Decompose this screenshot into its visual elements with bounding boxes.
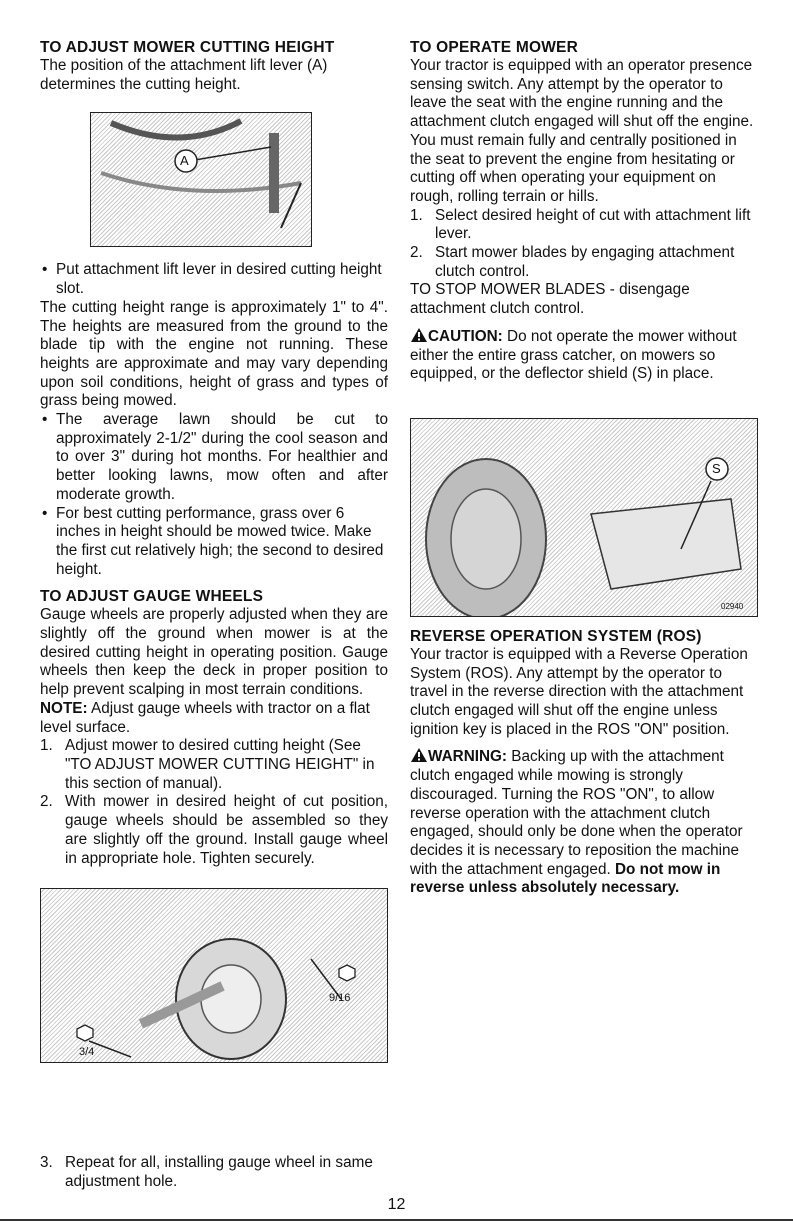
- step-text: Repeat for all, installing gauge wheel in same adjustment hole.: [65, 1154, 373, 1190]
- cutting-height-bullets-2: [40, 411, 388, 579]
- heading-operate-mower: TO OPERATE MOWER: [410, 39, 578, 56]
- figure-code: 02940: [721, 601, 744, 611]
- gauge-note: [40, 700, 388, 737]
- bottom-divider: [0, 1219, 793, 1221]
- warning-triangle-icon: [410, 747, 428, 763]
- cutting-height-bullets-1: [40, 261, 388, 298]
- final-step-list: [40, 1154, 400, 1191]
- wrench-size-label-a: 9/16: [329, 992, 351, 1005]
- callout-s-label: S: [712, 460, 721, 476]
- cutting-range-text: The cutting height range is approximately 1" to 4". The heights are measured from the ground to the blade tip with the engine not running. These heights are approximate and may vary depending upon soil conditions, height of grass and types of grass being mowed.: [40, 298, 388, 410]
- list-item: • The average lawn should be cut to approximately 2-1/2" during the cool season and to over 3" during hot months. For healthier and better looking lawns, mow often and after moderate growth.: [40, 411, 388, 505]
- step-text: Select desired height of cut with attachment lift lever.: [435, 206, 751, 243]
- gauge-steps: [40, 737, 388, 868]
- caution-text: Do not operate the mower without either the entire grass catcher, on mowers so equipped, or the deflector shield (S) in place.: [410, 327, 737, 383]
- list-item: [40, 737, 388, 793]
- callout-a-label: A: [180, 153, 189, 169]
- warning-text: Backing up with the attachment clutch engaged while mowing is strongly discouraged. Turning the ROS "ON", to allow reverse operation with the attachment clutch engaged, should only be done when the operator decides it is necessary to reposition the machine with the attachment engaged.: [410, 748, 743, 878]
- step-text: Adjust mower to desired cutting height (See "TO ADJUST MOWER CUTTING HEIGHT" in this section of manual).: [65, 737, 375, 792]
- heading-ros: REVERSE OPERATION SYSTEM (ROS): [410, 627, 702, 645]
- warning-bold-text: Do not mow in reverse unless absolutely necessary.: [410, 860, 721, 897]
- gauge-wheels-text: Gauge wheels are properly adjusted when they are slightly off the ground when mower is at the desired cutting height in operating position. Gauge wheels then keep the deck in proper position to help prevent scalping in most terrain conditions.: [40, 606, 388, 699]
- final-step: [40, 1154, 400, 1191]
- step-number: 3.: [40, 1154, 53, 1171]
- lift-lever-illustration: [91, 113, 311, 246]
- cutting-height-intro: The position of the attachment lift lever (A) determines the cutting height.: [40, 57, 328, 93]
- right-column: [410, 38, 756, 898]
- step-number: 2.: [410, 244, 423, 262]
- note-text: Adjust gauge wheels with tractor on a flat level surface.: [40, 699, 370, 736]
- stop-blades-text: TO STOP MOWER BLADES - disengage attachment clutch control.: [410, 281, 690, 318]
- left-column: [40, 38, 388, 1063]
- step-number: 1.: [410, 206, 423, 224]
- note-label: NOTE:: [40, 699, 88, 717]
- ros-text: Your tractor is equipped with a Reverse Operation System (ROS). Any attempt by the operator to travel in the reverse direction with the attachment clutch engaged will shut off the engine unless ignition key is placed in the ROS "ON" position.: [410, 645, 748, 738]
- gauge-wheel-illustration: [41, 889, 387, 1062]
- heading-adjust-gauge-wheels: TO ADJUST GAUGE WHEELS: [40, 588, 264, 606]
- heading-adjust-cutting-height: TO ADJUST MOWER CUTTING HEIGHT: [40, 39, 335, 56]
- operate-mower-text: Your tractor is equipped with an operator presence sensing switch. Any attempt by the operator to leave the seat with the engine running and the attachment clutch engaged will shut off the engine. You must remain fully and centrally positioned in the seat to prevent the engine from hesitating or cutting off when operating your equipment on rough, rolling terrain or hills.: [410, 57, 754, 205]
- list-item: [410, 244, 756, 281]
- warning-paragraph: [410, 747, 756, 898]
- wrench-size-label-b: 3/4: [79, 1046, 95, 1059]
- warning-label: WARNING:: [428, 748, 508, 766]
- list-item: [40, 1154, 400, 1191]
- caution-paragraph: [410, 327, 756, 384]
- lift-lever-figure: [90, 112, 312, 247]
- step-number: 2.: [40, 793, 53, 811]
- deflector-shield-figure: [410, 418, 758, 617]
- step-number: 1.: [40, 737, 53, 755]
- step-text: With mower in desired height of cut position, gauge wheels should be assembled so they are slightly off the ground. Install gauge wheel in appropriate hole. Tighten securely.: [65, 793, 388, 867]
- caution-label: CAUTION:: [428, 327, 503, 345]
- list-item: • For best cutting performance, grass over 6 inches in height should be mowed twice. Make the first cut relatively high; the second to desired height.: [40, 505, 388, 580]
- operate-steps: [410, 207, 756, 282]
- caution-warning-icon: [410, 327, 428, 343]
- step-text: Start mower blades by engaging attachment clutch control.: [435, 244, 735, 280]
- list-item: • Put attachment lift lever in desired cutting height slot.: [40, 261, 388, 298]
- gauge-wheel-figure: [40, 888, 388, 1063]
- page-number: 12: [387, 1196, 406, 1213]
- deflector-shield-illustration: [411, 419, 757, 616]
- list-item: [40, 793, 388, 868]
- list-item: [410, 207, 756, 244]
